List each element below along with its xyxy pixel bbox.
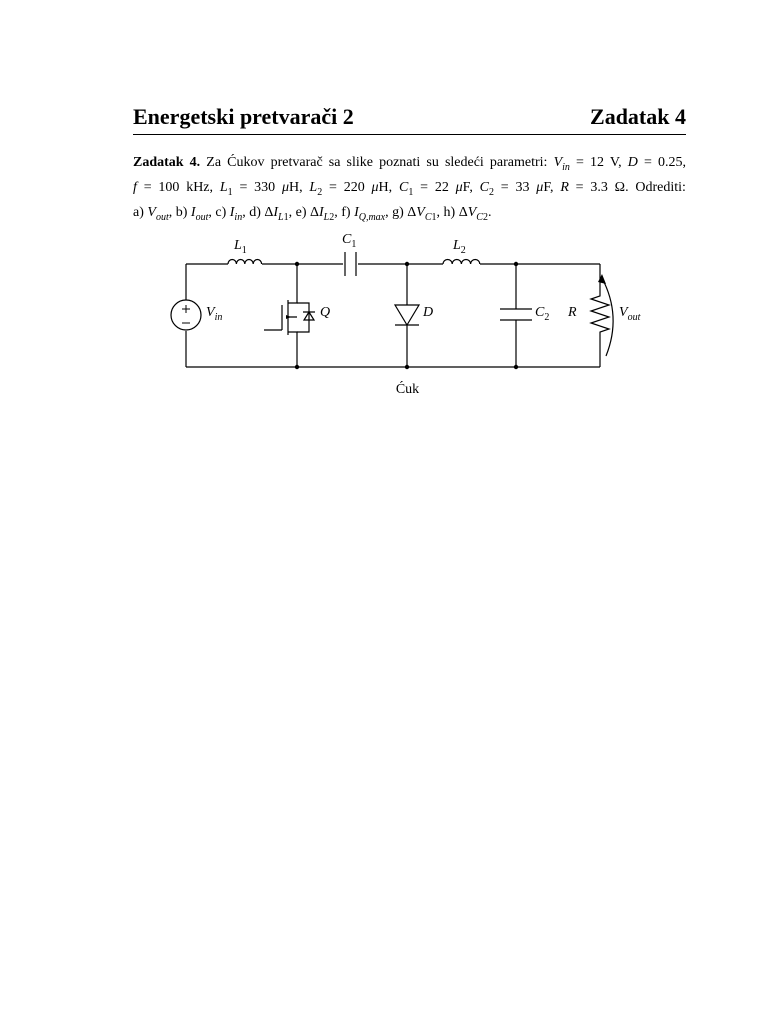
- figure-caption: Ćuk: [395, 382, 420, 397]
- inductor-l2: [443, 260, 480, 265]
- capacitor-c1: [345, 252, 356, 276]
- label-vout: $V_{out}$: [619, 305, 641, 323]
- mosfet-gate: [264, 305, 282, 330]
- label-r: R: [568, 305, 577, 320]
- cuk-converter-schematic: [160, 228, 660, 408]
- voltage-source: [171, 300, 201, 330]
- label-l1: $L_1$: [234, 238, 247, 256]
- diode-d: [395, 305, 419, 325]
- problem-statement: [133, 153, 686, 227]
- page-header: [133, 104, 686, 135]
- label-q: Q: [320, 305, 331, 320]
- problem-line-3: a) $V_{out}$, b) $I_{out}$, c) $I_{in}$, d) $\Delta I_{L1}$, e) $\Delta I_{L2}$, f) $I_{Q,max}$, g) $\Delta V_{C1}$, h) $\Delta V_{C2}$.: [133, 204, 492, 223]
- task-number: Zadatak 4: [590, 104, 686, 129]
- problem-label: Zadatak 4.: [133, 155, 201, 170]
- problem-line-2: f = 100 kHz, $L_1 = 330$ μH, $L_2 = 220$ μH, $C_1 = 22$ μF, $C_2 = 33$ μF, R = 3.3 Ω. Odrediti:: [133, 179, 686, 198]
- label-c2: $C_2$: [535, 305, 550, 323]
- body-diode-wire: [297, 303, 309, 332]
- capacitor-c2: [500, 309, 532, 320]
- problem-line-1: Zadatak 4. Za Ćukov pretvarač sa slike poznati su sledeći parametri: $V_{in} = 12$ V, D = 0.25,: [133, 155, 687, 173]
- label-d: D: [423, 305, 434, 320]
- vout-arrowhead: [598, 274, 606, 284]
- mosfet-terminals: [288, 298, 297, 338]
- label-l2: $L_2$: [453, 238, 466, 256]
- label-vin: $V_{in}$: [206, 305, 223, 323]
- document-title: Energetski pretvarači 2: [133, 104, 354, 129]
- source-polarity: [182, 305, 190, 323]
- label-c1: $C_1$: [342, 232, 357, 250]
- inductor-l1: [228, 260, 262, 265]
